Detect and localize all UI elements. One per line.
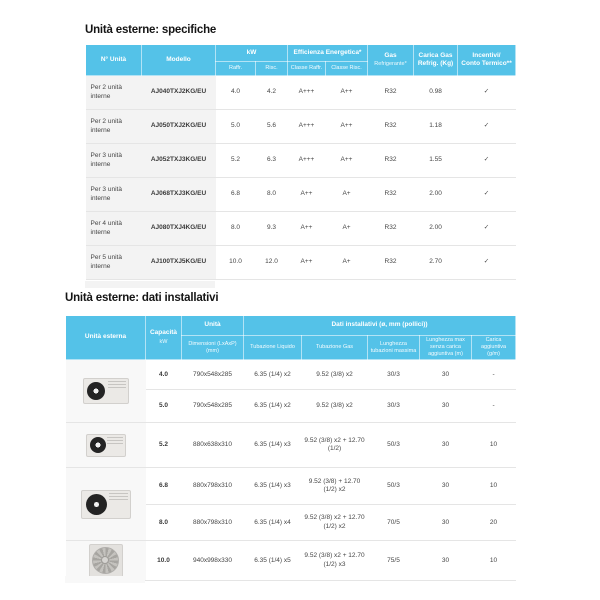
table-cell: ✓ — [458, 110, 516, 144]
table-cell: 2.00 — [414, 212, 458, 246]
table-cell: 30 — [420, 360, 472, 390]
install-table-gray-tail — [65, 576, 145, 583]
table-cell: AJ080TXJ4KG/EU — [142, 212, 216, 246]
table-cell: 30 — [420, 505, 472, 541]
table-cell: 5.2 — [146, 423, 182, 468]
table-cell: R32 — [368, 178, 414, 212]
table-cell: 9.52 (3/8) + 12.70 (1/2) x2 — [302, 468, 368, 505]
col-header-gas — [368, 45, 414, 76]
table-cell: 880x798x310 — [182, 468, 244, 505]
table-row — [86, 212, 516, 246]
col-group-efficienza: Efficienza Energetica* — [288, 45, 368, 62]
table-row — [66, 423, 516, 468]
table-cell: R32 — [368, 76, 414, 110]
table-cell: 880x798x310 — [182, 505, 244, 541]
unit-small-illustration — [83, 378, 129, 404]
table-cell: A+ — [326, 212, 368, 246]
table-cell: 9.52 (3/8) x2 + 12.70 (1/2) x2 — [302, 505, 368, 541]
install-table-body — [66, 360, 516, 581]
table-cell: 880x638x310 — [182, 423, 244, 468]
refrigerante-label: Refrigerante* — [374, 61, 407, 68]
col-group-unita: Unità — [182, 316, 244, 336]
table-cell: AJ100TXJ5KG/EU — [142, 246, 216, 280]
table-cell: A+ — [326, 178, 368, 212]
col-header-lunghezza-max: Lunghezza max senza carica aggiuntiva (m) — [420, 336, 472, 360]
table-cell: ✓ — [458, 246, 516, 280]
vent-grille-icon — [109, 493, 128, 502]
table-cell: 0.98 — [414, 76, 458, 110]
table-cell: 8.0 — [256, 178, 288, 212]
table-cell: 790x548x285 — [182, 360, 244, 390]
install-table-header — [66, 316, 516, 360]
table-cell: - — [472, 390, 516, 423]
fan-icon — [86, 494, 107, 515]
col-header-carica-gas: Carica Gas Refrig. (Kg) — [414, 45, 458, 76]
gas-label: Gas — [384, 51, 397, 59]
table-cell: 30/3 — [368, 390, 420, 423]
table-cell: AJ050TXJ2KG/EU — [142, 110, 216, 144]
table-cell: A+++ — [288, 110, 326, 144]
table-row — [86, 76, 516, 110]
col-header-tubazione-gas: Tubazione Gas — [302, 336, 368, 360]
col-header-dimensioni: Dimensioni (LxAxP) (mm) — [182, 336, 244, 360]
table-cell: 4.0 — [216, 76, 256, 110]
table-cell: R32 — [368, 110, 414, 144]
table-cell: R32 — [368, 144, 414, 178]
table-row — [86, 246, 516, 280]
table-cell: 9.52 (3/8) x2 — [302, 390, 368, 423]
table-cell: A++ — [288, 178, 326, 212]
table-cell: Per 2 unità interne — [86, 76, 142, 110]
table-cell: 5.2 — [216, 144, 256, 178]
table-cell: 10.0 — [146, 541, 182, 581]
table-cell: ✓ — [458, 144, 516, 178]
table-cell: 6.35 (1/4) x3 — [244, 423, 302, 468]
table-cell: 6.35 (1/4) x4 — [244, 505, 302, 541]
table-cell: A++ — [288, 212, 326, 246]
table-cell: 10.0 — [216, 246, 256, 280]
col-header-carica-aggiuntiva: Carica aggiuntiva (g/m) — [472, 336, 516, 360]
table-cell: 1.55 — [414, 144, 458, 178]
col-group-kw: kW — [216, 45, 288, 62]
table-cell: 30 — [420, 468, 472, 505]
table-cell: A+++ — [288, 76, 326, 110]
section-title-dati-installativi: Unità esterne: dati installativi — [65, 292, 219, 304]
table-cell: ✓ — [458, 178, 516, 212]
table-cell: 5.0 — [146, 390, 182, 423]
table-cell: 790x548x285 — [182, 390, 244, 423]
col-header-unita-esterna: Unità esterna — [66, 316, 146, 360]
table-row — [66, 468, 516, 505]
table-cell: 6.8 — [146, 468, 182, 505]
vent-grille-icon — [107, 437, 122, 444]
table-row — [86, 144, 516, 178]
table-cell: Per 2 unità interne — [86, 110, 142, 144]
col-header-kw-risc: Risc. — [256, 62, 288, 76]
table-cell: 9.3 — [256, 212, 288, 246]
col-header-classe-raffr: Classe Raffr. — [288, 62, 326, 76]
table-cell: 4.0 — [146, 360, 182, 390]
table-cell: 6.35 (1/4) x3 — [244, 468, 302, 505]
table-cell: 5.6 — [256, 110, 288, 144]
spec-table-gray-tail — [85, 281, 215, 288]
table-cell: A++ — [326, 76, 368, 110]
table-cell: 30 — [420, 541, 472, 581]
table-cell: 6.35 (1/4) x2 — [244, 390, 302, 423]
table-cell: 70/5 — [368, 505, 420, 541]
table-row — [66, 360, 516, 390]
table-cell: 2.70 — [414, 246, 458, 280]
table-cell: Per 3 unità interne — [86, 144, 142, 178]
unit-large-image-cell — [66, 468, 146, 541]
spec-table-body — [86, 76, 516, 280]
table-cell: AJ068TXJ3KG/EU — [142, 178, 216, 212]
table-cell: 20 — [472, 505, 516, 541]
unit-tall-illustration — [89, 544, 123, 578]
unit-large-illustration — [81, 490, 131, 519]
table-cell: 12.0 — [256, 246, 288, 280]
table-cell: Per 5 unità interne — [86, 246, 142, 280]
table-cell: R32 — [368, 212, 414, 246]
table-cell: A++ — [288, 246, 326, 280]
table-cell: 9.52 (3/8) x2 + 12.70 (1/2) — [302, 423, 368, 468]
table-cell: - — [472, 360, 516, 390]
section-title-specifiche: Unità esterne: specifiche — [85, 24, 217, 36]
table-cell: 50/3 — [368, 468, 420, 505]
table-cell: 30 — [420, 390, 472, 423]
table-cell: A+ — [326, 246, 368, 280]
table-cell: 8.0 — [146, 505, 182, 541]
table-cell: Per 4 unità interne — [86, 212, 142, 246]
table-cell: 9.52 (3/8) x2 + 12.70 (1/2) x3 — [302, 541, 368, 581]
col-group-dati-installativi: Dati installativi (ø, mm (pollici)) — [244, 316, 516, 336]
col-header-n-unita: N° Unità — [86, 45, 142, 76]
col-header-tubazione-liquido: Tubazione Liquido — [244, 336, 302, 360]
table-cell: 30/3 — [368, 360, 420, 390]
table-cell: R32 — [368, 246, 414, 280]
table-cell: ✓ — [458, 76, 516, 110]
table-cell: Per 3 unità interne — [86, 178, 142, 212]
table-cell: 6.3 — [256, 144, 288, 178]
fan-icon — [90, 437, 106, 453]
table-cell: 75/5 — [368, 541, 420, 581]
spec-table — [85, 44, 516, 280]
fan-icon — [92, 547, 119, 574]
unit-medium-illustration — [86, 434, 126, 457]
table-row — [86, 178, 516, 212]
col-header-kw-raffr: Raffr. — [216, 62, 256, 76]
table-cell: 8.0 — [216, 212, 256, 246]
table-cell: 10 — [472, 541, 516, 581]
unit-medium-image-cell — [66, 423, 146, 468]
table-cell: 5.0 — [216, 110, 256, 144]
col-header-capacita: Capacità kW — [146, 316, 182, 360]
table-cell: 10 — [472, 468, 516, 505]
table-cell: AJ052TXJ3KG/EU — [142, 144, 216, 178]
table-cell: 50/3 — [368, 423, 420, 468]
table-row — [66, 541, 516, 581]
spec-table-header — [86, 45, 516, 76]
table-row — [86, 110, 516, 144]
fan-icon — [87, 382, 105, 400]
vent-grille-icon — [108, 381, 125, 389]
table-cell: AJ040TXJ2KG/EU — [142, 76, 216, 110]
table-cell: 2.00 — [414, 178, 458, 212]
table-cell: 30 — [420, 423, 472, 468]
unit-small-image-cell — [66, 360, 146, 423]
col-header-modello: Modello — [142, 45, 216, 76]
table-cell: 940x998x330 — [182, 541, 244, 581]
table-cell: A++ — [326, 144, 368, 178]
table-cell: A+++ — [288, 144, 326, 178]
table-cell: 10 — [472, 423, 516, 468]
table-cell: 6.35 (1/4) x2 — [244, 360, 302, 390]
install-table — [65, 315, 516, 581]
table-cell: 1.18 — [414, 110, 458, 144]
unit-tall-image-cell — [66, 541, 146, 581]
col-header-classe-risc: Classe Risc. — [326, 62, 368, 76]
table-cell: ✓ — [458, 212, 516, 246]
table-cell: 9.52 (3/8) x2 — [302, 360, 368, 390]
table-cell: 6.8 — [216, 178, 256, 212]
table-cell: 6.35 (1/4) x5 — [244, 541, 302, 581]
col-header-incentivi: Incentivi/ Conto Termico** — [458, 45, 516, 76]
table-cell: A++ — [326, 110, 368, 144]
col-header-lunghezza-tubazioni: Lunghezza tubazioni massima — [368, 336, 420, 360]
table-cell: 4.2 — [256, 76, 288, 110]
